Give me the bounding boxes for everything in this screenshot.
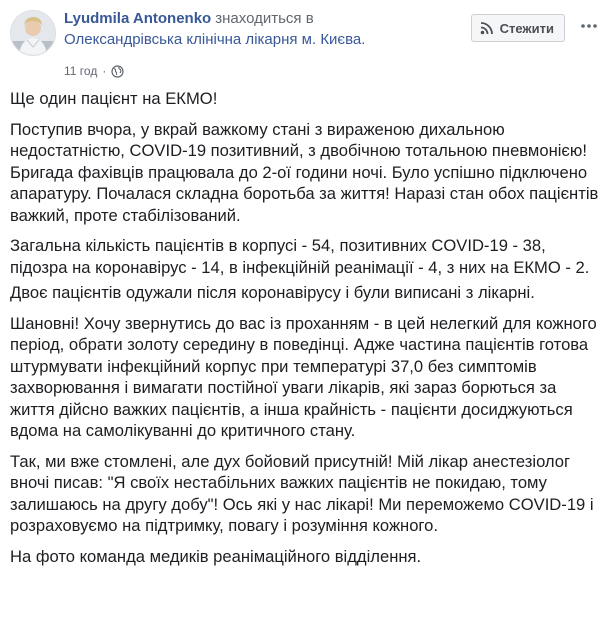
author-name-link[interactable]: Lyudmila Antonenko <box>64 10 212 27</box>
heading-line <box>64 8 464 29</box>
globe-icon[interactable] <box>111 65 124 78</box>
rss-icon <box>480 21 494 35</box>
author-avatar[interactable] <box>10 10 56 56</box>
post-time-link[interactable]: 11 год <box>64 64 98 78</box>
post-paragraph: Ще один пацієнт на ЕКМО! <box>10 89 218 108</box>
post-paragraph: Загальна кількість пацієнтів в корпусі - 54, позитивних COVID-19 - 38, підозра на коронавірус - 14, в інфекційній реанімації - 4, з них на ЕКМО - 2. <box>10 236 590 277</box>
location-verb: знаходиться в <box>215 10 314 27</box>
post-paragraph: Шановні! Хочу звернутись до вас із проханням - в цей нелегкий для кожного період, обрати золоту середину в поведінці. Адже частина пацієнтів готова штурмувати інфекційний корпус при температурі 37,0 без симптомів захворювання і вимагати постійної уваги лікарів, які зараз борються за життя дійсно важких пацієнтів, а інша крайність - пацієнти досиджуються вдома на самолікуванні до критичного стану. <box>10 313 597 440</box>
post-paragraph: Двоє пацієнтів одужали після коронавірусу і були виписані з лікарні. <box>10 283 535 302</box>
post-paragraph: На фото команда медиків реанімаційного відділення. <box>10 546 422 566</box>
meta-separator: · <box>102 64 107 78</box>
post-body <box>10 88 602 576</box>
follow-label: Стежити <box>499 20 554 36</box>
more-icon[interactable] <box>579 18 599 34</box>
post-meta <box>64 64 124 78</box>
post-paragraph: Поступив вчора, у вкрай важкому стані з вираженою дихальною недостатністю, COVID-19 позитивний, з двобічною тотальною пневмонією! Бригада фахівців працювала до 2-ої години ночі. Було успішно підключено апаратуру. Почалася складна боротьба за життя! Наразі стан обох пацієнтів важкий, проте стабілізований. <box>10 119 599 225</box>
location-link[interactable]: Олександрівська клінічна лікарня м. Києва. <box>64 31 366 48</box>
post-paragraph: Так, ми вже стомлені, але дух бойовий присутній! Мій лікар анестезіолог вночі писав: "Я своїх нестабільних важких пацієнтів не покидаю, тому залишаюсь на другу добу"! Ось які у нас лікарі! Ми переможемо COVID-19 і розраховуємо на підтримку, повагу і розуміння кожного. <box>10 451 594 535</box>
post-header <box>10 8 601 84</box>
post-heading <box>64 8 464 50</box>
avatar-image <box>11 11 55 55</box>
follow-button[interactable] <box>471 14 565 42</box>
